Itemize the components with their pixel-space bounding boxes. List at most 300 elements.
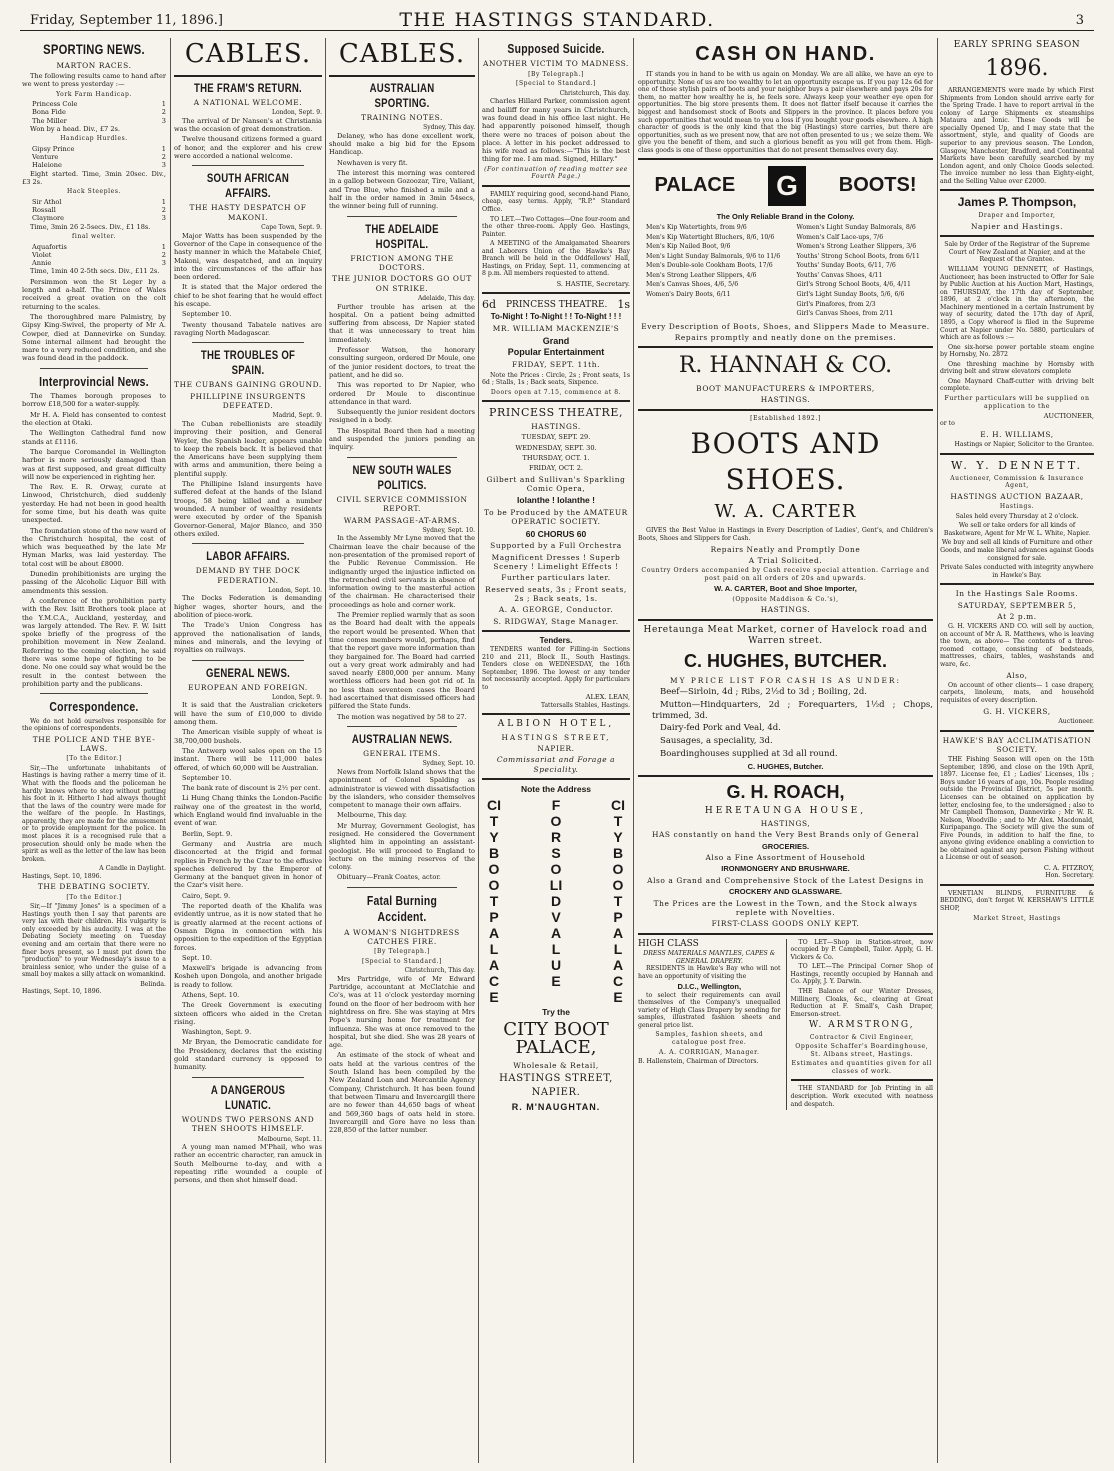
vickers-signature: G. H. VICKERS,	[983, 706, 1051, 716]
performance-date: WEDNESDAY, SEPT. 30.	[515, 443, 597, 452]
price-item: Women's Light Sunday Balmorals, 8/6	[796, 224, 916, 232]
small-ad: TO LET—Shop in Station-street, now occupied by P. Campbell, Tailor. Apply, G. H. Vickers & Co.	[790, 938, 933, 961]
divider	[347, 457, 457, 458]
paragraph: Li Hung Chang thinks the London-Pacific railway one of the greatest in the world, which England would find invaluable in the event of war.	[174, 794, 322, 828]
letter-body: Sir,—The unfortunate inhabitants of Hastings is having rather a merry time of it. What with the floods and the policeman he hardly knows where to step without putting his foot in it. Hitherto I had always thought that the laws of the country were made for the welfare of the people. In Hastings, apparently, they are made for the amusement or to provide employment for the police. In most places it is a recognised rule that a prosecution should only be made when the spirit as well as the letter of the law has been broken.	[22, 764, 166, 863]
dateline: London, Sept. 9.	[271, 693, 322, 701]
meat-market: Heretaunga Meat Market, corner of Havelock road and Warren street.	[643, 624, 928, 647]
divider	[940, 189, 1094, 191]
paragraph: This was reported to Dr Napier, who ordered Dr Moule to discontinue attendance in that ward.	[329, 381, 475, 406]
paragraph: Berlin, Sept. 9.	[182, 829, 233, 838]
further-particulars: Further particulars will be supplied on application to the	[944, 395, 1090, 410]
dennett-name: W. Y. DENNETT.	[950, 458, 1084, 472]
carter-opposite: (Opposite Maddison & Co.'s),	[732, 595, 839, 603]
sale-item: One threshing machine by Hornsby with driving belt and straw elevators complete	[940, 360, 1094, 376]
made-to-measure: Every Description of Boots, Shoes, and Slippers Made to Measure.	[641, 321, 930, 331]
price-item: Women's Calf Lace-ups, 7/6	[796, 233, 884, 241]
paragraph: The motion was negatived by 58 to 27.	[337, 712, 467, 721]
vertical-middle: FOR SOLID VALUE	[549, 796, 565, 989]
price-item: Men's Kip Nailed Boot, 9/6	[646, 243, 731, 251]
roach-town: HASTINGS,	[760, 819, 811, 829]
sub-heading: ANOTHER VICTIM TO MADNESS.	[483, 59, 629, 69]
column-5	[638, 38, 933, 1463]
column-4	[482, 38, 630, 1463]
paragraph: The barque Coromandel in Wellington harbor is more seriously damaged than was at first supposed, and great difficulty will now be experienced in righting her.	[22, 447, 166, 481]
section-heading: THE FRAM'S RETURN.	[194, 80, 302, 95]
vickers-role: Auctioneer.	[1058, 717, 1094, 725]
placing: 2	[161, 206, 166, 215]
result-row	[22, 259, 166, 267]
dic-body-2: to select their requirements can avail themselves of the Company's unequalled variety of High Class Drapery by sending for samples, illustrated fashion sheets and general price list.	[638, 991, 781, 1029]
small-ad: TO LET.—The Principal Corner Shop of Hastings, recently occupied by Hannah and Co. Apply, J. Y. Darwin.	[790, 963, 933, 986]
shop-street: HASTINGS STREET,	[499, 1072, 613, 1084]
paragraph: The Antwerp wool sales open on the 15 instant. There will be 111,000 bales offered, of which 60,000 will be Australian.	[174, 746, 322, 772]
meeting-signature: S. HASTIE, Secretary.	[556, 280, 630, 288]
dateline: Christchurch, This day.	[559, 89, 630, 97]
spring-heading: EARLY SPRING SEASON	[953, 40, 1081, 50]
placing: 1	[161, 144, 166, 153]
paragraph: The thoroughbred mare Palmistry, by Gipsy King-Swivel, the property of Mr A. Cowper, died at Dannevirke on Sunday. Some internal ailment had brought the mare to a very reduced condition, and she was found dead in the paddock.	[22, 312, 166, 363]
dateline: London, Sept. 10.	[268, 586, 322, 594]
section-heading: Interprovincial News.	[39, 373, 149, 389]
paragraph: Maxwell's brigade is advancing from Kosheh upon Dongola, and another brigade is ready to follow.	[174, 964, 322, 989]
armstrong-name: W. ARMSTRONG,	[808, 1020, 915, 1031]
small-ads	[786, 939, 934, 1110]
carter-trial: A Trial Solicited.	[748, 555, 823, 565]
theatre-name: PRINCESS THEATRE,	[488, 406, 624, 420]
race-result: Won by a head. Div., £7 2s.	[30, 124, 120, 133]
armstrong-address: Opposite Schaffer's Boardinghouse, St. Albans street, Hastings.	[795, 1043, 929, 1058]
continuation-note: (For continuation of reading matter see Fourth Page.)	[484, 165, 628, 181]
paragraph: Twenty thousand Tabatele natives are ravaging North Madagascar.	[174, 320, 322, 337]
boot-palace-columns	[482, 795, 630, 1007]
roach-name: G. H. ROACH,	[726, 782, 845, 803]
letter-signature: A Candle in Daylight.	[99, 865, 166, 873]
dateline: Sydney, Sept. 10.	[422, 526, 475, 534]
horse-name: Violet	[32, 250, 52, 259]
paragraph: It is stated that the Major ordered the chief to be shot fearing that he would effect his escape.	[174, 283, 322, 309]
divider	[192, 342, 304, 343]
price-line: Boardinghouses supplied at 3d all round.	[660, 748, 838, 759]
vertical-left: CITY BOOT PALACE	[487, 796, 503, 1005]
thompson-name: James P. Thompson,	[957, 195, 1077, 210]
paragraph: The American visible supply of wheat is 38,700,000 bushels.	[174, 728, 322, 745]
dateline: Sydney, Sept. 10.	[422, 760, 475, 768]
sub-heading: A NATIONAL WELCOME.	[193, 97, 303, 107]
result-row	[22, 161, 166, 169]
paragraph: Charles Hillard Parker, commission agent and bailiff for many years in Christchurch, was found dead in his office last night. He had apparently poisoned himself, though there were no traces of poison about the place. A letter in his pocket addressed to his wife read as follows:—"This is the best thing for me. I am mad. Signed, Hillary."	[482, 97, 630, 164]
paragraph: News from Norfolk Island shows that the appointment of Colonel Spalding as administrator is viewed with dissatisfaction by the islanders, who consider themselves competent to manage their own affairs.	[329, 767, 475, 810]
carter-country: Country Orders accompanied by Cash receive special attention. Carriage and post paid on all orders of 20s and upwards.	[641, 567, 930, 582]
price-item: Men's Double-sole Cookham Boots, 17/6	[646, 262, 773, 270]
divider	[638, 619, 933, 621]
paragraph: Mrs Partridge, wife of Mr Edward Partridge, accountant at McClatchie and Co's, was at 11 o'clock yesterday morning found on the floor of her bedroom with her nightdress on fire. She was staying at Mrs Pope's nursing home for treatment for influenza. She was at once removed to the hospital, but she died. She was 28 years of age.	[329, 974, 475, 1050]
divider	[347, 726, 457, 727]
armstrong-estimates: Estimates and quantities given for all classes of work.	[791, 1060, 932, 1075]
paragraph: Mr Bryan, the Democratic candidate for the Presidency, declares that the existing gold standard currency is opposed to humanity.	[174, 1038, 322, 1072]
paragraph: Germany and Austria are much disconcerted at the frigid and formal replies in French by the Czar to the effusive speeches delivered by the Emperor of Germany at the banquet given in honor of the Czar's visit here.	[174, 839, 322, 890]
divider	[482, 713, 630, 715]
placing: 1	[161, 100, 166, 109]
bazaar-name: HASTINGS AUCTION BAZAAR,	[950, 491, 1084, 501]
presenter: MR. WILLIAM MACKENZIE'S	[492, 324, 620, 334]
price-item: Men's Kip Watertight Bluchers, 8/6, 10/6	[646, 233, 775, 241]
result-row	[22, 100, 166, 108]
paragraph: The bank rate of discount is 2½ per cent.	[182, 784, 321, 793]
performance-date: TUESDAY, SEPT. 29.	[521, 433, 591, 442]
producer-note: To be Produced by the AMATEUR OPERATIC SOCIETY.	[484, 507, 628, 527]
bazaar-line: We sell or take orders for all kinds of Basketware, Agent for Mr W. L. White, Napier.	[943, 522, 1091, 537]
race-title: final welter.	[72, 233, 116, 241]
crockery-label: CROCKERY AND GLASSWARE.	[728, 887, 843, 897]
paragraph: Professor Watson, the honorary consulting surgeon, ordered Dr Moule, one of the junior resident doctors, to treat the patient, and he did so.	[329, 346, 475, 379]
classified-ad: TO LET.—Two Cottages—One four-room and the other three-room. Apply Geo. Hastings, Painter.	[482, 215, 630, 238]
letter-salutation: [To the Editor.]	[66, 893, 122, 901]
boots-label: BOOTS!	[838, 174, 917, 197]
g-logo: G	[768, 166, 806, 205]
placing: 3	[161, 214, 166, 223]
opera-title: Iolanthe ! Iolanthe !	[517, 495, 595, 506]
divider	[192, 1077, 304, 1078]
paragraph: The Premier replied warmly that as soon as the Board had dealt with the appeals the report would be presented. When that time comes members would, perhaps, find that the report gave more information than they bargained for. The Board had carried out a very great work admirably and had saved nearly £800,000 per annum. Many worthless officers had been got rid of. In no less than seventeen cases the Board had ascertained that dismissed officers had pilfered the State funds.	[329, 611, 475, 711]
price-item: Men's Strong Leather Slippers, 4/6	[646, 271, 757, 279]
conductor: A. A. GEORGE, Conductor.	[498, 605, 614, 615]
sub-heading: WOUNDS TWO PERSONS AND THEN SHOOTS HIMSELF.	[181, 1114, 315, 1134]
paragraph: In the Assembly Mr Lyne moved that the Chairman leave the chair because of the non-presentation of the promised report of the Public Revenue Commission. He indignantly urged the injustice inflicted on the retrenched civil servants in absence of information owing to the masterful action of the chairman. He characterised their proceedings as hole and corner work.	[329, 534, 475, 609]
section-heading: AUSTRALIAN NEWS.	[351, 731, 453, 746]
fitzroy-name: C. A. FITZROY,	[1043, 864, 1094, 873]
divider	[940, 884, 1094, 886]
orchestra-note: Supported by a Full Orchestra	[490, 541, 622, 551]
letter-title: THE POLICE AND THE BYE-LAWS.	[32, 734, 156, 754]
horse-name: The Miller	[32, 116, 67, 125]
section-heading: Correspondence.	[49, 699, 139, 715]
result-row	[22, 214, 166, 222]
paragraph: Melbourne, This day.	[337, 811, 408, 820]
price-line: Beef—Sirloin, 4d ; Ribs, 2½d to 3d ; Boiling, 2d.	[660, 687, 867, 698]
horse-name: Gipsy Prince	[32, 144, 75, 153]
dateline: Melbourne, Sept. 11.	[257, 1135, 322, 1143]
telegraph-note: [By Telegraph.]	[528, 70, 584, 78]
address-note: Note the Address	[520, 783, 592, 794]
paragraph: The arrival of Dr Nansen's at Christiania was the occasion of great demonstration.	[174, 116, 322, 134]
divider	[482, 292, 630, 294]
result-row	[22, 243, 166, 251]
result-row	[22, 206, 166, 214]
ironmongery-label: IRONMONGERY AND BRUSHWARE.	[721, 864, 850, 874]
section-heading: THE ADELAIDE HOSPITAL.	[365, 221, 439, 251]
dic-high-class: HIGH CLASS	[638, 938, 699, 949]
classified-ad: FAMILY requiring good, second-hand Piano, cheap, easy terms. Apply, "R.P." Standard Office.	[482, 190, 630, 213]
kershaw-street: Market Street, Hastings	[973, 914, 1061, 922]
try-note: Try the	[542, 1006, 570, 1017]
sub-heading: FRICTION AMONG THE DOCTORS.	[350, 253, 454, 273]
williams-name: E. H. WILLIAMS,	[980, 430, 1054, 440]
price-item: Women's Dairy Boots, 6/11	[646, 291, 731, 299]
sub-heading: DEMAND BY THE DOCK FEDERATION.	[195, 566, 301, 585]
dic-body: RESIDENTS in Hawke's Bay who will not have an opportunity of visiting the	[638, 965, 781, 980]
price-item: Women's Strong Leather Slippers, 3/6	[796, 243, 917, 251]
divider	[940, 583, 1094, 585]
divider	[940, 453, 1094, 455]
doors-note: Doors open at 7.15, commence at 8.	[490, 388, 622, 396]
shop-name: CITY BOOT PALACE,	[503, 1019, 609, 1059]
sub-heading: THE HASTY DESPATCH OF MAKONI.	[189, 203, 307, 222]
sale-time: At 2 p.m.	[997, 611, 1037, 621]
horse-name: Princess Cole	[32, 100, 78, 109]
entertainment-label: Popular Entertainment	[507, 346, 605, 357]
paragraph: Obituary—Frank Coates, actor.	[337, 873, 441, 882]
hannah-name: R. HANNAH & CO.	[678, 353, 893, 379]
section-heading: Supposed Suicide.	[507, 41, 605, 56]
letter-date: Hastings, Sept. 10, 1896.	[22, 988, 102, 996]
event-date: FRIDAY, SEPT. 11th.	[511, 360, 601, 370]
tonight-banner: To-Night ! To-Night ! ! To-Night ! ! !	[490, 312, 622, 322]
palace-boots-banner	[638, 166, 933, 205]
classified-ad: A MEETING of the Amalgamated Shearers and Laborers Union of the Hawke's Bay Branch will be held in the Oddfellows' Hall, Hastings, on Friday, Sept. 11, commencing at 8 p.m. All members requested to attend.	[482, 240, 630, 278]
placing: 3	[161, 116, 166, 125]
price-item: Girl's Pinafores, from 2/3	[796, 300, 876, 308]
paragraph: The foundation stone of the new ward of the Christchurch hospital, the cost of which was bequeathed by the late Mr Hyman Marks, was laid yesterday. The total cost will be about £8000.	[22, 526, 166, 568]
horse-name: Rossall	[32, 206, 56, 215]
race-title: Handicap Hurdles.	[60, 135, 128, 143]
paragraph: The Cuban rebellionists are steadily improving their position, and General Weyler, the Spanish leader, appears unable to keep the rebels back. It is believed that the Americans have been supplying them with arms and ammunition, there being a plentiful supply.	[174, 419, 322, 478]
divider	[791, 1079, 934, 1081]
sale-item: One Maynard Chaff-cutter with driving belt complete.	[940, 377, 1094, 393]
paragraph: Subsequently the junior resident doctors resigned in a body.	[329, 408, 475, 425]
divider	[347, 216, 457, 217]
spring-year: 1896.	[985, 56, 1049, 82]
price-item: Girl's Strong School Boots, 4/6, 4/11	[796, 281, 911, 289]
placing: 1	[161, 242, 166, 251]
kershaw-body: VENETIAN BLINDS, FURNITURE & BEDDING, don't forget W. KERSHAW'S LITTLE SHOP,	[940, 889, 1094, 913]
divider	[329, 75, 475, 77]
section-heading: AUSTRALIAN SPORTING.	[369, 80, 435, 110]
hotel-name: ALBION HOTEL,	[497, 719, 615, 730]
sub-heading: WARM PASSAGE-AT-ARMS.	[343, 515, 461, 525]
column-rule	[170, 38, 171, 1463]
auctioneer-label: AUCTIONEER,	[1043, 412, 1094, 421]
paragraph: Mr Murray, Government Geologist, has resigned. He considered the Government slighted him in appointing an assistant-geologist. He will proceed to England to lecture on the mining reserves of the colony.	[329, 821, 475, 872]
williams-role: Hastings or Napier, Solicitor to the Grantee.	[954, 441, 1094, 449]
boots-shoes-heading: BOOTS AND SHOES.	[690, 427, 881, 496]
divider	[940, 730, 1094, 732]
bottom-ads	[638, 939, 933, 1110]
dateline: Adelaide, This day.	[417, 295, 475, 303]
column-rule	[633, 38, 634, 1463]
roach-first-class: FIRST-CLASS GOODS ONLY KEPT.	[711, 919, 860, 929]
theatre-name: PRINCESS THEATRE.	[506, 299, 608, 310]
arrangements-body: ARRANGEMENTS were made by which First Shipments from London should arrive early for the Spring Trade. I have to report arrival in the colony of Large Shipments ex steamships Mataura and Ionic. These Goods will be specially Opened Up, and I may state that the assortment, style, and quality of Goods are superior to any previous season. The London, Glasgow, Manchester, Bradford, and Continental Markets have been carefully searched by my London agent, and only Choice Goods selected. The invoice number no less than Eighty-eight, and the Selling Value over £2000.	[940, 87, 1094, 185]
paragraph: Delaney, who has done excellent work, should make a big bid for the Epsom Handicap.	[329, 131, 475, 157]
brand-tagline: The Only Reliable Brand in the Colony.	[716, 211, 855, 221]
sub-heading: THE JUNIOR DOCTORS GO OUT ON STRIKE.	[332, 274, 472, 293]
section-heading: SPORTING NEWS.	[43, 41, 145, 57]
paragraph: The interest this morning was centered in a gallop between Gozoozar, Tire, Valiant, and True Blue, who finished a mile and a half in the order named in 3min 54secs, the winner being full of running.	[329, 169, 475, 211]
column-rule	[325, 38, 326, 1463]
paragraph: It is said that the Australian cricketers will have the sum of £10,000 to divide among them.	[174, 701, 322, 727]
cables-banner: CABLES.	[184, 39, 312, 69]
result-row	[22, 117, 166, 125]
bazaar-line: Private Sales conducted with integrity anywhere in Hawke's Bay.	[940, 564, 1094, 579]
section-heading: Fatal Burning Accident.	[366, 892, 438, 925]
placing: 1	[161, 197, 166, 206]
dennett-role: Auctioneer, Commission & Insurance Agent,	[950, 474, 1084, 490]
section-heading: A DANGEROUS LUNATIC.	[210, 1082, 286, 1112]
telegraph-note: [By Telegraph.]	[374, 948, 430, 956]
cash-body: IT stands you in hand to be with us again on Monday. We are all alike, we have an eye to opportunity. None of us are too wealthy to let an opportunity escape us. If you pay 12s 6d for one of those stylish pairs of boots and your neighbor buys a pair elsewhere and pays 20s for them, no matter how wealthy he is, he feels sore. Always keep your weather eye open for opportunities. The big store presents them. It does not flatter itself because it carries the biggest and handsomest stock of Boots and Slippers in the province. It places before you such opportunities that would mean to you a loss if you bought your goods elsewhere. A high character of goods is the only kind that the big (Hastings) store carries, but there are opportunities, such as we present now, that are not often presented to us ; we seize them. We give you the benefit of them, and such a glorious benefit as you will get from them. High-class goods is one of these opportunities that do not present themselves every day.	[638, 71, 933, 154]
price-item: Youths' Canvas Shoes, 4/11	[796, 271, 883, 279]
thompson-role: Draper and Importer,	[978, 212, 1056, 220]
column-1	[22, 38, 166, 1463]
special-note: [Special to Standard.]	[516, 80, 596, 88]
horse-name: Bona Fide	[32, 108, 66, 117]
paragraph: Athens, Sept. 10.	[182, 990, 240, 999]
divider	[192, 543, 304, 544]
dic-samples: Samples, fashion sheets, and catalogue post free.	[655, 1031, 764, 1047]
carter-body: GIVES the Best Value in Hastings in Every Description of Ladies', Gent's, and Children's Boots, Shoes and Slippers for Cash.	[638, 527, 933, 543]
divider	[482, 185, 630, 187]
paragraph: The Wellington Cathedral fund now stands at £1116.	[22, 429, 166, 446]
paragraph: Persimmon won the St Leger by a length and a-half. The Prince of Wales received a great ovation on the colt returning to the scales.	[22, 277, 166, 311]
divider	[482, 400, 630, 402]
column-6	[940, 38, 1094, 1463]
paragraph: Further trouble has arisen at the hospital. On a patient being admitted suffering from abscess, Dr Napier stated that it was unnecessary to treat him immediately.	[329, 302, 475, 344]
column-2	[174, 38, 322, 1463]
sale-order: Sale by Order of the Registrar of the Supreme Court of New Zealand at Napier, and at the Request of the Grantee.	[944, 241, 1090, 264]
roach-body: HAS constantly on hand the Very Best Brands only of General	[651, 830, 920, 840]
horse-name: Annie	[32, 259, 52, 268]
other-clients: On account of other clients— 1 case drapery, carpets, linoleum, mats, and household requisites of every description.	[940, 681, 1094, 705]
roach-also: Also a Fine Assortment of Household	[705, 853, 866, 863]
shop-town: NAPIER.	[531, 1087, 581, 1099]
paragraph: The reported death of the Khalifa was evidently untrue, as it is now stated that he is greatly alarmed at the recent actions of Osman Digna in connection with his opposition to the expedition of the Egyptian forces.	[174, 902, 322, 952]
also-label: Also,	[1006, 670, 1028, 680]
column-3	[329, 38, 475, 1463]
features-note: Magnificent Dresses ! Superb Scenery ! Limelight Effects !	[491, 552, 621, 571]
letter-date: Hastings, Sept. 10, 1896.	[22, 872, 102, 880]
horse-name: Haleione	[32, 161, 62, 170]
letter-body: Sir,—If "Jimmy Jones" is a specimen of a Hastings youth then I say that parents are very lax with their children. His vulgarity is only exceeded by his audacity. I was at the Debating Society meeting on Tuesday evening and am certain that there were no finer boys present, so I must put down the "production" to your Wednesday's issue to a brainless senior, who under the guise of a small boy makes a silly attack on womankind.	[22, 903, 166, 979]
section-heading: SOUTH AFRICAN AFFAIRS.	[206, 171, 290, 201]
theatre-price: 6d	[482, 298, 497, 312]
dateline: Sydney, This day.	[423, 124, 475, 132]
established-note: [Established 1892.]	[750, 414, 821, 422]
race-result: Eight started. Time, 3min 20sec. Div., £3 2s.	[22, 169, 166, 187]
divider	[40, 693, 148, 694]
paragraph: A young man named M'Phail, who was rather an eccentric character, ran amuck in South Melbourne to-day, and with a repeating rifle wounded a couple of persons, and then shot himself dead.	[174, 1143, 322, 1185]
cash-heading: CASH ON HAND.	[695, 43, 876, 65]
paragraph: Major Watts has been suspended by the Governor of the Cape in consequence of the hasty manner in which the Matabele Chief, Makoni, was despatched, and an inquiry into the circumstances of the affair has been ordered.	[174, 231, 322, 282]
paragraph: Washington, Sept. 9.	[182, 1028, 252, 1037]
groceries-label: GROCERIES.	[761, 841, 810, 851]
letter-salutation: [To the Editor.]	[66, 755, 122, 763]
job-printing-ad: THE STANDARD for Job Printing in all description. Work executed with neatness and despatch.	[790, 1085, 933, 1108]
divider	[638, 158, 933, 160]
paragraph: Cairo, Sept. 9.	[182, 891, 231, 900]
paragraph: The Rev. E. R. Orway, curate at Linwood, Christchurch, died suddenly yesterday. He had not been in good health for some time, but his death was quite unexpected.	[22, 483, 166, 525]
vickers-body: G. H. VICKERS AND CO. will sell by auction, on account of Mr A. R. Matthews, who is leaving the town, as above— The contents of a three-roomed cottage, consisting of bedsteads, mattresses, chairs, tables, washstands and ware, &c.	[940, 623, 1094, 669]
or-to: or to	[940, 420, 955, 428]
race-result: Time, 1min 40 2-5th secs. Div., £11 2s.	[30, 267, 160, 276]
carter-name: W. A. CARTER	[714, 500, 857, 522]
divider	[638, 775, 933, 777]
result-row	[22, 153, 166, 161]
sub-heading: A WOMAN'S NIGHTDRESS CATCHES FIRE.	[344, 927, 460, 946]
result-row	[22, 198, 166, 206]
paragraph: Sept. 10.	[182, 953, 212, 962]
dic-manager: A. A. CORRIGAN, Manager.	[658, 1048, 760, 1056]
column-rule	[937, 38, 938, 1463]
palace-label: PALACE	[654, 174, 736, 197]
tenders-contact: ALEX. LEAN,	[585, 693, 630, 702]
shop-type: Wholesale & Retail,	[513, 1061, 599, 1071]
placing: 2	[161, 153, 166, 162]
dic-ad	[638, 939, 781, 1110]
placing: 2	[161, 250, 166, 259]
theatre-town: HASTINGS.	[531, 422, 581, 432]
dateline: Madrid, Sept. 9.	[272, 412, 322, 420]
divider	[482, 778, 630, 780]
divider	[347, 887, 457, 888]
fitzroy-role: Hon. Secretary.	[1045, 872, 1094, 880]
section-heading: GENERAL NEWS.	[205, 665, 291, 680]
armstrong-role: Contractor & Civil Engineer,	[809, 1033, 914, 1041]
sale-item: One six-horse power portable steam engine by Hornsby, No. 2872	[940, 343, 1094, 359]
stage-manager: S. RIDGWAY, Stage Manager.	[493, 616, 619, 626]
vertical-right: CITY BOOT PALACE	[611, 796, 627, 1005]
paragraph: September 10.	[182, 310, 232, 319]
issue-date: Friday, September 11, 1896.]	[30, 13, 223, 28]
sub-heading: GENERAL ITEMS.	[363, 749, 441, 759]
roach-house: HERETAUNGA HOUSE,	[704, 805, 867, 816]
tenders-address: Tattersalls Stables, Hastings.	[540, 701, 630, 709]
hannah-town: HASTINGS.	[760, 395, 811, 405]
disclaimer: We do not hold ourselves responsible for the opinions of correspondents.	[22, 717, 166, 733]
section-heading: NEW SOUTH WALES POLITICS.	[352, 462, 452, 492]
price-item: Youths' Sunday Boots, 6/11, 7/6	[796, 262, 896, 270]
tenders-body: TENDERS wanted for Filling-in Sections 210 and 211, Block II., South Hastings. Tenders close on WEDNESDAY, the 16th September, 1896. The lowest or any tender not necessarily accepted. Apply for particulars to	[482, 646, 630, 691]
thompson-town: Napier and Hastings.	[970, 222, 1064, 232]
carter-footer: W. A. CARTER, Boot and Shoe Importer,	[714, 584, 857, 594]
divider	[192, 660, 304, 661]
sub-heading: EUROPEAN AND FOREIGN.	[188, 682, 308, 692]
shop-owner: R. M'NAUGHTAN.	[511, 1101, 601, 1112]
divider	[638, 933, 933, 935]
dic-name: D.I.C., Wellington,	[677, 982, 742, 992]
opera-note: Gilbert and Sullivan's Sparkling Comic Opera,	[486, 474, 626, 493]
carter-town: HASTINGS.	[760, 605, 811, 615]
sub-heading: PHILLIPINE INSURGENTS DEFEATED.	[190, 391, 306, 411]
paragraph: The Greek Government is executing sixteen officers who aided in the Cretan rising.	[174, 1001, 322, 1026]
price-item: Girl's Light Sunday Boots, 5/6, 6/6	[796, 291, 905, 299]
paragraph: The Phillipine Island insurgents have suffered defeat at the hands of the Island troops, 58 being killed and a number wounded. A number of wealthy residents were executed by order of the Spanish Governor-General, Major Blanco, and 350 others exiled.	[174, 480, 322, 538]
divider	[482, 630, 630, 632]
paragraph: The Docks Federation is demanding higher wages, shorter hours, and the abolition of piece-work.	[174, 594, 322, 620]
price-line: Mutton—Hindquarters, 2d ; Forequarters, 1½d ; Chops, trimmed, 3d.	[652, 700, 933, 721]
race-title: Hack Steeples.	[66, 188, 122, 196]
dic-chairman: B. Hallenstein, Chairman of Directors.	[638, 1058, 759, 1066]
paragraph: The following results came to hand after we went to press yesterday :—	[22, 71, 166, 89]
race-result: Time, 3min 26 2-5secs. Div., £1 18s.	[30, 222, 151, 231]
sub-heading: CIVIL SERVICE COMMISSION REPORT.	[336, 494, 468, 514]
price-item: Girl's Canvas Shoes, from 2/11	[796, 310, 894, 318]
ticket-prices: Note the Prices : Circle, 2s ; Front seats, 1s 6d ; Stalls, 1s ; Back seats, Sixpence.	[482, 371, 630, 387]
letter-signature: Belinda.	[140, 980, 166, 988]
performance-date: THURSDAY, OCT. 1.	[522, 454, 590, 462]
paragraph: September 10.	[182, 773, 232, 782]
dateline: Christchurch, This day.	[404, 967, 475, 975]
